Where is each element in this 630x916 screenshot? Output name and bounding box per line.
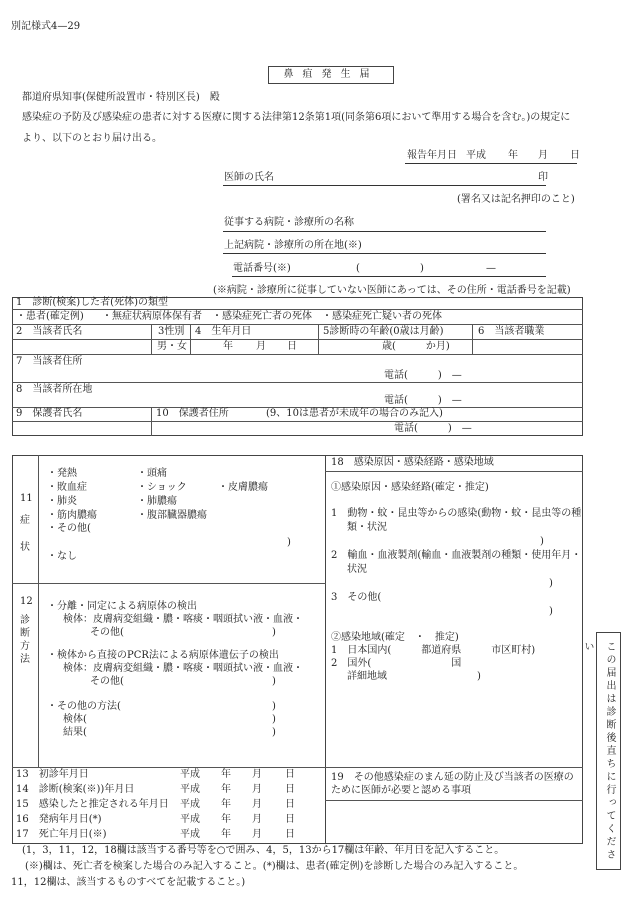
form-id: 別記様式4—29 — [11, 21, 81, 32]
hospital-note: (※病院・診療所に従事していない医師にあっては、その住所・電話番号を記載) — [213, 285, 571, 296]
divider — [12, 767, 326, 768]
phone-dash: — — [486, 263, 496, 274]
birth-year[interactable]: 年 — [223, 341, 233, 352]
close-paren: ) — [549, 578, 553, 589]
doctor-name-label: 医師の氏名 — [224, 172, 274, 183]
note-2: (※)欄は、死亡者を検案した場合のみ記入すること。(*)欄は、患者(確定例)を診断した場合のみ記入すること。 — [25, 861, 524, 872]
type-option-suspected-dead[interactable]: ・感染症死亡疑い者の死体 — [322, 311, 442, 322]
diagnosis-pcr-other[interactable]: その他( — [90, 676, 124, 687]
symptom-fever[interactable]: ・発熱 — [47, 468, 77, 479]
date-era: 平成 — [180, 814, 200, 825]
date-day[interactable]: 日 — [285, 769, 295, 780]
item19-line1: 19 その他感染症のまん延の防止及び当該者の医療の — [331, 772, 574, 783]
divider — [38, 455, 39, 767]
location-phone[interactable]: 電話( ) — — [384, 395, 462, 406]
phone-close-paren: ) — [420, 263, 424, 274]
hospital-name-field[interactable] — [223, 231, 546, 232]
date-row-label: 17 死亡年月日(※) — [16, 829, 107, 840]
symptom-skin-abscess[interactable]: ・皮膚膿瘍 — [218, 482, 268, 493]
age-value[interactable]: 歳( か月) — [382, 341, 450, 352]
diagnosis-pcr-specimen[interactable]: 検体：皮膚病変組織・膿・喀痰・咽頭拭い液・血液・ — [63, 663, 303, 674]
date-year[interactable]: 年 — [221, 829, 231, 840]
intro-line-2: より、以下のとおり届け出る。 — [22, 133, 162, 144]
divider — [472, 324, 473, 354]
close-paren: ) — [272, 714, 276, 725]
area-detail[interactable]: 詳細地域 ) — [347, 671, 481, 682]
symptom-headache[interactable]: ・頭痛 — [137, 468, 167, 479]
hospital-address-field[interactable] — [223, 253, 546, 254]
route-other[interactable]: 3 その他( — [331, 592, 382, 603]
date-year[interactable]: 年 — [221, 784, 231, 795]
date-era: 平成 — [180, 799, 200, 810]
symptoms-label-2: 状 — [20, 542, 30, 553]
divider — [190, 324, 191, 354]
date-month[interactable]: 月 — [252, 829, 262, 840]
route-animal[interactable]: 1 動物・蚊・昆虫等からの感染(動物・蚊・昆虫等の種 — [331, 508, 582, 519]
sex-option[interactable]: 男・女 — [157, 341, 187, 352]
seal-mark: 印 — [538, 172, 548, 183]
type-option-patient[interactable]: ・患者(確定例) — [16, 311, 84, 322]
date-day[interactable]: 日 — [285, 814, 295, 825]
close-paren: ) — [272, 627, 276, 638]
diagnosis-isolation[interactable]: ・分離・同定による病原体の検出 — [47, 601, 197, 612]
type-option-asymptomatic[interactable]: ・無症状病原体保有者 — [102, 311, 202, 322]
birth-month[interactable]: 月 — [256, 341, 266, 352]
divider — [12, 354, 583, 355]
route-transfusion-cont: 状況 — [347, 564, 367, 575]
birth-day[interactable]: 日 — [287, 341, 297, 352]
addressee: 都道府県知事(保健所設置市・特別区長) 殿 — [22, 92, 220, 103]
symptoms-number: 11 — [20, 493, 33, 504]
guardian-phone[interactable]: 電話( ) — — [394, 423, 472, 434]
date-day[interactable]: 日 — [285, 799, 295, 810]
symptom-lung-abscess[interactable]: ・肺膿瘍 — [137, 496, 177, 507]
date-day[interactable]: 日 — [285, 829, 295, 840]
close-paren: ) — [272, 676, 276, 687]
symptom-other[interactable]: ・その他( — [47, 523, 91, 534]
date-row-label: 13 初診年月日 — [16, 769, 89, 780]
divider — [12, 382, 583, 383]
address-phone[interactable]: 電話( ) — — [384, 370, 462, 381]
divider — [318, 324, 319, 354]
date-month[interactable]: 月 — [252, 784, 262, 795]
date-row-label: 15 感染したと推定される年月日 — [16, 799, 169, 810]
area-title[interactable]: ②感染地域(確定 ・ 推定) — [331, 632, 459, 643]
diagnosis-isolation-other[interactable]: その他( — [90, 627, 124, 638]
address-label: 7 当該者住所 — [16, 356, 83, 367]
date-era: 平成 — [180, 784, 200, 795]
job-label: 6 当該者職業 — [478, 326, 545, 337]
divider — [12, 421, 583, 422]
divider — [325, 800, 583, 801]
date-day[interactable]: 日 — [285, 784, 295, 795]
date-era: 平成 — [180, 769, 200, 780]
divider — [12, 309, 583, 310]
diagnosis-other-method[interactable]: ・その他の方法( — [47, 701, 121, 712]
close-paren: ) — [272, 727, 276, 738]
report-date-label: 報告年月日 — [407, 150, 457, 161]
close-paren: ) — [540, 536, 544, 547]
divider — [325, 767, 583, 768]
type-option-dead[interactable]: ・感染症死亡者の死体 — [212, 311, 312, 322]
diagnosis-pcr[interactable]: ・検体から直接のPCR法による病原体遺伝子の検出 — [47, 650, 279, 661]
divider — [12, 324, 583, 325]
symptoms-label-1: 症 — [20, 515, 30, 526]
report-date-day[interactable]: 日 — [570, 150, 580, 161]
item19-line2: ために医師が必要と認める事項 — [331, 785, 471, 796]
age-label: 5診断時の年齢(0歳は月齢) — [323, 326, 444, 337]
phone-open-paren: ( — [356, 263, 360, 274]
area-abroad[interactable]: 2 国外( 国 — [331, 658, 462, 669]
hospital-address-label: 上記病院・診療所の所在地(※) — [224, 240, 362, 251]
diagnosis-other-specimen[interactable]: 検体( — [63, 714, 87, 725]
report-date-era: 平成 — [466, 150, 486, 161]
close-paren: ) — [272, 701, 276, 712]
phone-label: 電話番号(※) — [233, 263, 291, 274]
sex-label: 3性別 — [158, 326, 185, 337]
date-era: 平成 — [180, 829, 200, 840]
signature-note: (署名又は記名押印のこと) — [457, 194, 575, 205]
date-year[interactable]: 年 — [221, 799, 231, 810]
diagnosis-other-result[interactable]: 結果( — [63, 727, 87, 738]
divider — [325, 471, 583, 472]
guardian-name-label: 9 保護者氏名 — [16, 408, 83, 419]
diagnosis-isolation-specimen[interactable]: 検体：皮膚病変組織・膿・喀痰・咽頭拭い液・血液・ — [63, 614, 303, 625]
form-title: 鼻疽発生届 — [268, 66, 394, 84]
divider — [12, 339, 583, 340]
diagnosis-label: 診断方法 — [20, 615, 30, 665]
divider — [151, 407, 152, 436]
report-date-underline — [405, 163, 577, 164]
type-label: 1 診断(検案)した者(死体)の類型 — [16, 297, 168, 308]
symptom-none[interactable]: ・なし — [47, 551, 77, 562]
symptom-other-close: ) — [287, 537, 291, 548]
phone-field[interactable] — [232, 276, 546, 277]
note-3: 11，12欄は、該当するものすべてを記載すること。) — [11, 877, 246, 888]
symptom-pneumonia[interactable]: ・肺炎 — [47, 496, 77, 507]
birth-label: 4 生年月日 — [195, 326, 252, 337]
report-date-month[interactable]: 月 — [538, 150, 548, 161]
symptom-sepsis[interactable]: ・敗血症 — [47, 482, 87, 493]
divider — [151, 324, 152, 354]
route-title[interactable]: ①感染原因・感染経路(確定・推定) — [331, 482, 489, 493]
date-year[interactable]: 年 — [221, 769, 231, 780]
date-row-label: 14 診断(検案(※))年月日 — [16, 784, 135, 795]
doctor-name-field[interactable] — [223, 185, 546, 186]
side-notice: この届出は診断後直ちに行ってください — [596, 632, 621, 870]
guardian-address-label: 10 保護者住所 — [156, 408, 229, 419]
route-transfusion[interactable]: 2 輸血・血液製剤(輸血・血液製剤の種類・使用年月・ — [331, 550, 582, 561]
date-year[interactable]: 年 — [221, 814, 231, 825]
symptom-abdominal-abscess[interactable]: ・腹部臓器膿瘍 — [137, 510, 207, 521]
date-month[interactable]: 月 — [252, 769, 262, 780]
infection-header: 18 感染原因・感染経路・感染地域 — [331, 457, 494, 468]
guardian-note: (9、10は患者が未成年の場合のみ記入) — [266, 408, 443, 419]
hospital-name-label: 従事する病院・診療所の名称 — [224, 217, 354, 228]
divider — [12, 583, 326, 584]
location-label: 8 当該者所在地 — [16, 384, 93, 395]
close-paren: ) — [549, 606, 553, 617]
report-date-year[interactable]: 年 — [508, 150, 518, 161]
date-month[interactable]: 月 — [252, 799, 262, 810]
symptom-shock[interactable]: ・ショック — [137, 482, 187, 493]
route-animal-cont: 類・状況 — [347, 522, 387, 533]
date-row-label: 16 発病年月日(*) — [16, 814, 102, 825]
symptom-muscle-abscess[interactable]: ・筋肉膿瘍 — [47, 510, 97, 521]
note-1: (1，3，11，12，18欄は該当する番号等を○で囲み、4，5，13から17欄は年齢、年月日を記入すること。 — [22, 845, 505, 856]
date-month[interactable]: 月 — [252, 814, 262, 825]
diagnosis-number: 12 — [20, 596, 33, 607]
area-domestic[interactable]: 1 日本国内( 都道府県 市区町村) — [331, 645, 536, 656]
name-label: 2 当該者氏名 — [16, 326, 83, 337]
intro-line-1: 感染症の予防及び感染症の患者に対する医療に関する法律第12条第1項(同条第6項において準用する場合を含む。)の規定に — [22, 112, 571, 123]
